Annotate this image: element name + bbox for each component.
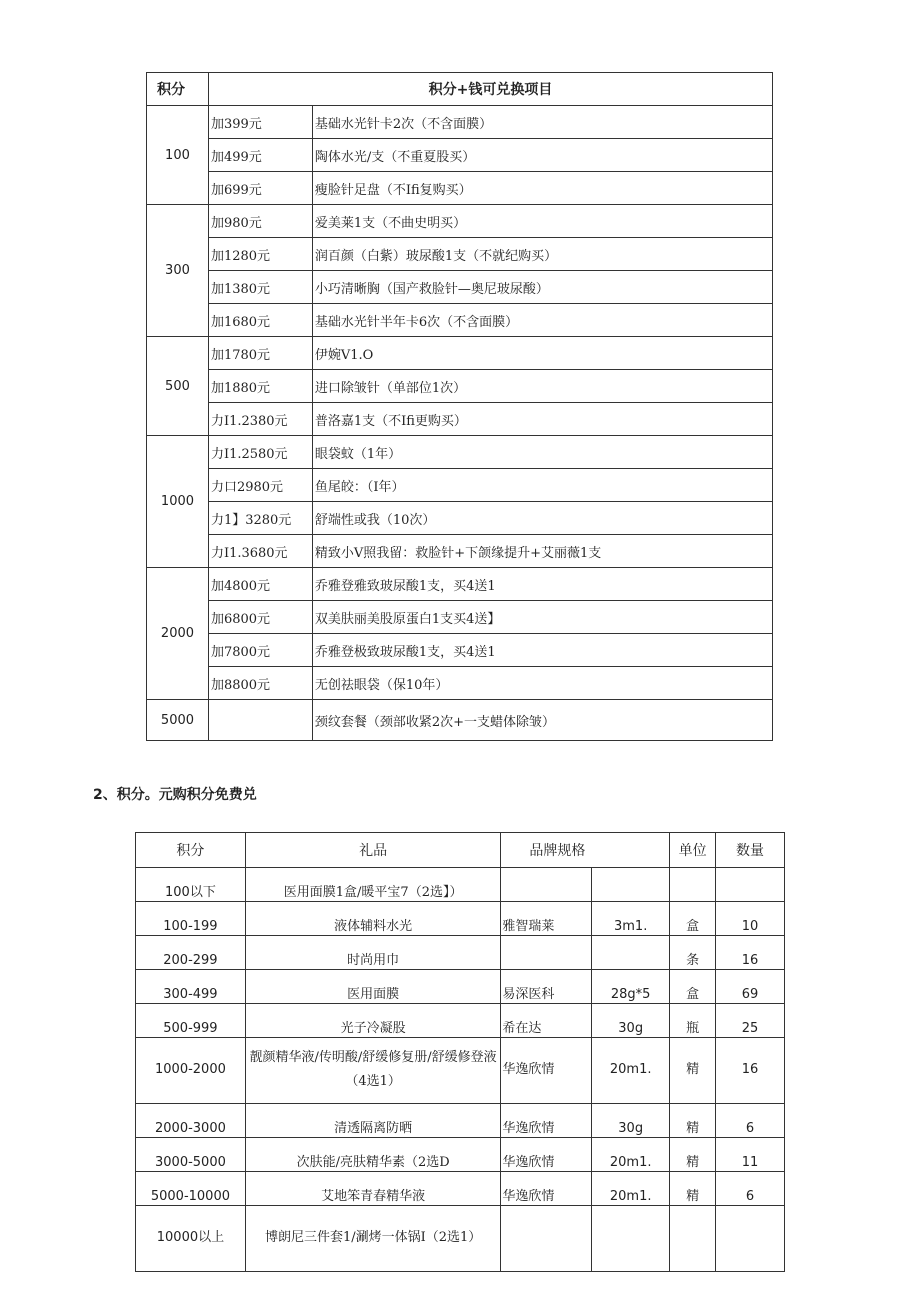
item-cell: 双美肤丽美股原蛋白1支买4送】 [312, 601, 772, 634]
cash-cell: 加1680元 [208, 304, 312, 337]
table-row [136, 902, 785, 936]
cash-cell: 力口2980元 [208, 469, 312, 502]
points-cell: 5000-10000 [136, 1172, 246, 1206]
table-header-row [136, 833, 785, 868]
cash-cell: 力I1.2580元 [208, 436, 312, 469]
table-row [147, 535, 773, 568]
points-cell: 1000 [147, 436, 209, 568]
spec-cell: 20m1. [592, 1172, 670, 1206]
unit-cell: 精 [670, 1172, 716, 1206]
gift-cell: 清透隔离防晒 [245, 1104, 501, 1138]
cash-cell: 加1380元 [208, 271, 312, 304]
table-row [136, 1138, 785, 1172]
unit-cell: 盒 [670, 902, 716, 936]
table-row [136, 936, 785, 970]
table-row [147, 172, 773, 205]
brand-cell: 华逸欣情 [501, 1138, 592, 1172]
qty-cell: 6 [716, 1172, 785, 1206]
table-row [147, 271, 773, 304]
table-row [136, 1172, 785, 1206]
brand-cell: 雅智瑞莱 [501, 902, 592, 936]
table-header-row [147, 73, 773, 106]
table-row [147, 634, 773, 667]
qty-cell: 16 [716, 936, 785, 970]
brand-cell: 华逸欣情 [501, 1172, 592, 1206]
item-cell: 鱼尾皎：（I年） [312, 469, 772, 502]
points-cell: 100以下 [136, 868, 246, 902]
points-plus-cash-table [146, 72, 773, 741]
item-cell: 爱美莱1支（不曲史明买） [312, 205, 772, 238]
table-row [147, 403, 773, 436]
header-exchange: 积分+钱可兑换项目 [208, 73, 772, 106]
qty-cell: 10 [716, 902, 785, 936]
unit-cell: 盒 [670, 970, 716, 1004]
item-cell: 陶体水光/支（不重夏股买） [312, 139, 772, 172]
qty-cell: 11 [716, 1138, 785, 1172]
brand-cell: 华逸欣情 [501, 1104, 592, 1138]
qty-cell: 69 [716, 970, 785, 1004]
gift-cell: 靓颜精华液/传明酸/舒缓修复册/舒缓修登液（4选1） [245, 1038, 501, 1104]
cash-cell: 加1780元 [208, 337, 312, 370]
gift-cell: 医用面膜 [245, 970, 501, 1004]
table-row [147, 238, 773, 271]
gift-cell: 光子冷凝股 [245, 1004, 501, 1038]
points-cell: 100-199 [136, 902, 246, 936]
gift-cell: 博朗尼三件套1/涮烤一体锅I（2选1） [245, 1206, 501, 1272]
table-row [147, 436, 773, 469]
item-cell: 润百颜（白紫）玻尿酸1支（不就纪购买） [312, 238, 772, 271]
points-cell: 1000-2000 [136, 1038, 246, 1104]
unit-cell: 精 [670, 1104, 716, 1138]
free-exchange-table [135, 832, 785, 1272]
table-row [147, 601, 773, 634]
item-cell: 瘦脸针足盘（不Ifi复购买） [312, 172, 772, 205]
cash-cell: 力I1.2380元 [208, 403, 312, 436]
item-cell: 颈纹套餐（颈部收紧2次+一支蜡体除皱） [312, 700, 772, 741]
unit-cell: 条 [670, 936, 716, 970]
qty-cell: 6 [716, 1104, 785, 1138]
points-cell: 10000以上 [136, 1206, 246, 1272]
table-row [136, 1038, 785, 1104]
brand-cell: 华逸欣情 [501, 1038, 592, 1104]
cash-cell: 加1880元 [208, 370, 312, 403]
brand-cell [501, 936, 592, 970]
cash-cell [208, 700, 312, 741]
gift-cell: 医用面膜1盒/暖平宝7（2选】） [245, 868, 501, 902]
gift-cell: 次肤能/亮肤精华素（2选D [245, 1138, 501, 1172]
points-cell: 100 [147, 106, 209, 205]
points-cell: 5000 [147, 700, 209, 741]
table-row [147, 502, 773, 535]
gift-cell: 时尚用巾 [245, 936, 501, 970]
cash-cell: 加699元 [208, 172, 312, 205]
qty-cell [716, 1206, 785, 1272]
table-row [147, 139, 773, 172]
cash-cell: 力1】3280元 [208, 502, 312, 535]
qty-cell [716, 868, 785, 902]
points-cell: 500-999 [136, 1004, 246, 1038]
table-row [136, 970, 785, 1004]
item-cell: 基础水光针半年卡6次（不含面膜） [312, 304, 772, 337]
points-cell: 200-299 [136, 936, 246, 970]
gift-cell: 艾地笨青春精华液 [245, 1172, 501, 1206]
header-brand-spec: 品牌规格 [501, 833, 670, 868]
item-cell: 基础水光针卡2次（不含面膜） [312, 106, 772, 139]
qty-cell: 16 [716, 1038, 785, 1104]
item-cell: 伊婉V1.O [312, 337, 772, 370]
item-cell: 乔雅登极致玻尿酸1支，买4送1 [312, 634, 772, 667]
table-row [147, 304, 773, 337]
spec-cell [592, 1206, 670, 1272]
spec-cell: 3m1. [592, 902, 670, 936]
cash-cell: 加980元 [208, 205, 312, 238]
table-row [147, 205, 773, 238]
spec-cell: 30g [592, 1104, 670, 1138]
cash-cell: 力I1.3680元 [208, 535, 312, 568]
table-row [147, 700, 773, 741]
header-points: 积分 [147, 73, 209, 106]
item-cell: 小巧清晰胸（国产救脸针—奥尼玻尿酸） [312, 271, 772, 304]
item-cell: 乔雅登雅致玻尿酸1支，买4送1 [312, 568, 772, 601]
item-cell: 无创祛眼袋（保10年） [312, 667, 772, 700]
item-cell: 进口除皱针（单部位1次） [312, 370, 772, 403]
unit-cell [670, 868, 716, 902]
brand-cell [501, 868, 592, 902]
item-cell: 普洛嘉1支（不Ifi更购买） [312, 403, 772, 436]
table-row [136, 1206, 785, 1272]
unit-cell: 瓶 [670, 1004, 716, 1038]
spec-cell [592, 936, 670, 970]
spec-cell: 30g [592, 1004, 670, 1038]
unit-cell: 精 [670, 1038, 716, 1104]
brand-cell: 易深医科 [501, 970, 592, 1004]
points-cell: 300 [147, 205, 209, 337]
cash-cell: 加399元 [208, 106, 312, 139]
item-cell: 精致小V照我留：救脸针+下颌缘提升+艾丽薇1支 [312, 535, 772, 568]
points-cell: 500 [147, 337, 209, 436]
header-qty: 数量 [716, 833, 785, 868]
table-row [147, 370, 773, 403]
table-row [147, 469, 773, 502]
table-row [147, 667, 773, 700]
item-cell: 舒端性或我（10次） [312, 502, 772, 535]
cash-cell: 加6800元 [208, 601, 312, 634]
spec-cell [592, 868, 670, 902]
table-row [136, 1004, 785, 1038]
spec-cell: 20m1. [592, 1038, 670, 1104]
spec-cell: 28g*5 [592, 970, 670, 1004]
points-cell: 3000-5000 [136, 1138, 246, 1172]
header-gift: 礼品 [245, 833, 501, 868]
brand-cell [501, 1206, 592, 1272]
cash-cell: 加4800元 [208, 568, 312, 601]
points-cell: 2000 [147, 568, 209, 700]
header-unit: 单位 [670, 833, 716, 868]
table-row [147, 337, 773, 370]
item-cell: 眼袋蚊（1年） [312, 436, 772, 469]
points-cell: 2000-3000 [136, 1104, 246, 1138]
cash-cell: 加499元 [208, 139, 312, 172]
table-row [136, 1104, 785, 1138]
unit-cell: 精 [670, 1138, 716, 1172]
unit-cell [670, 1206, 716, 1272]
points-cell: 300-499 [136, 970, 246, 1004]
section-2-title: 2、积分。元购积分免费兑 [93, 787, 257, 803]
table-row [147, 568, 773, 601]
qty-cell: 25 [716, 1004, 785, 1038]
gift-cell: 液体辅料水光 [245, 902, 501, 936]
cash-cell: 加1280元 [208, 238, 312, 271]
table-row [147, 106, 773, 139]
brand-cell: 希在达 [501, 1004, 592, 1038]
cash-cell: 加7800元 [208, 634, 312, 667]
spec-cell: 20m1. [592, 1138, 670, 1172]
cash-cell: 加8800元 [208, 667, 312, 700]
table-row [136, 868, 785, 902]
header-points: 积分 [136, 833, 246, 868]
